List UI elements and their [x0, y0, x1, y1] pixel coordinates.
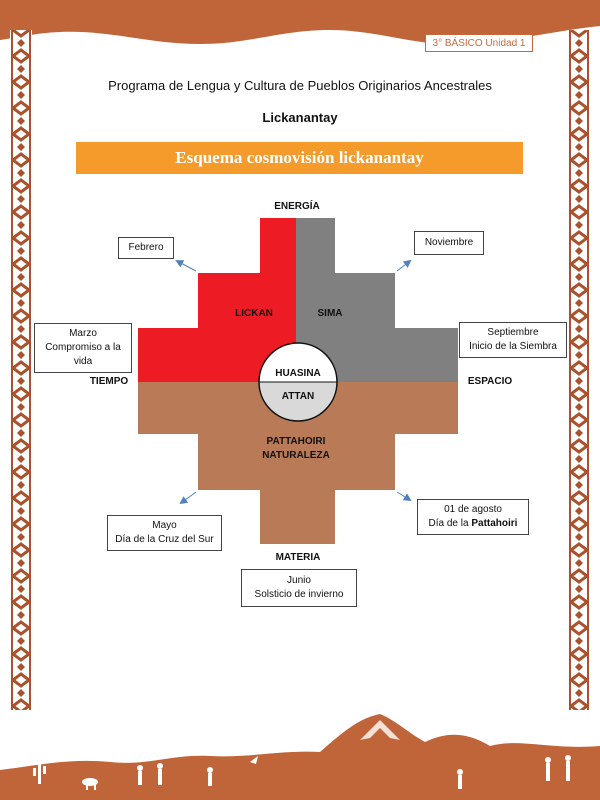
arrow-agosto — [397, 492, 410, 500]
mayo-box — [107, 515, 222, 551]
pattahoiri-label: PATTAHOIRI — [266, 436, 326, 447]
septiembre-line2: Inicio de la Siembra — [469, 341, 557, 352]
mayo-line2: Día de la Cruz del Sur — [115, 534, 214, 545]
espacio-label: ESPACIO — [467, 376, 513, 387]
lickan-label: LICKAN — [235, 308, 273, 319]
agosto-line2-prefix: Día de la — [428, 518, 472, 529]
arrow-febrero — [177, 261, 196, 271]
cosmovision-diagram — [0, 190, 600, 610]
agosto-line2-bold: Pattahoiri — [471, 518, 518, 529]
mayo-line1: Mayo — [152, 520, 177, 531]
junio-box — [241, 569, 357, 607]
materia-label: MATERIA — [275, 552, 321, 563]
arrow-mayo — [181, 492, 196, 503]
energia-label: ENERGÍA — [274, 201, 320, 212]
tiempo-label: TIEMPO — [89, 376, 129, 387]
febrero-box — [118, 237, 174, 259]
febrero-text: Febrero — [128, 242, 164, 253]
agosto-box — [417, 499, 529, 535]
arrow-noviembre — [397, 261, 410, 271]
section-banner: Esquema cosmovisión lickanantay — [76, 142, 523, 174]
attan-label: ATTAN — [281, 391, 315, 402]
marzo-line2: Compromiso a la — [45, 342, 121, 353]
septiembre-line1: Septiembre — [487, 327, 539, 338]
agosto-line1: 01 de agosto — [444, 504, 502, 515]
sima-label: SIMA — [317, 308, 343, 319]
naturaleza-label: NATURALEZA — [262, 450, 330, 461]
marzo-line3: vida — [73, 356, 93, 367]
septiembre-box — [459, 322, 567, 358]
marzo-box — [34, 323, 132, 373]
grade-badge: 3° BÁSICO Unidad 1 — [425, 34, 533, 52]
noviembre-box — [414, 231, 484, 255]
program-title: Programa de Lengua y Cultura de Pueblos Originarios Ancestrales — [108, 78, 492, 93]
people-title: Lickanantay — [262, 110, 338, 125]
noviembre-text: Noviembre — [424, 237, 474, 248]
agosto-line2 — [420, 517, 526, 531]
marzo-line1: Marzo — [69, 328, 97, 339]
footer-landscape — [0, 710, 600, 800]
huasina-label: HUASINA — [275, 368, 321, 379]
junio-line2: Solsticio de invierno — [254, 589, 344, 600]
junio-line1: Junio — [287, 575, 311, 586]
